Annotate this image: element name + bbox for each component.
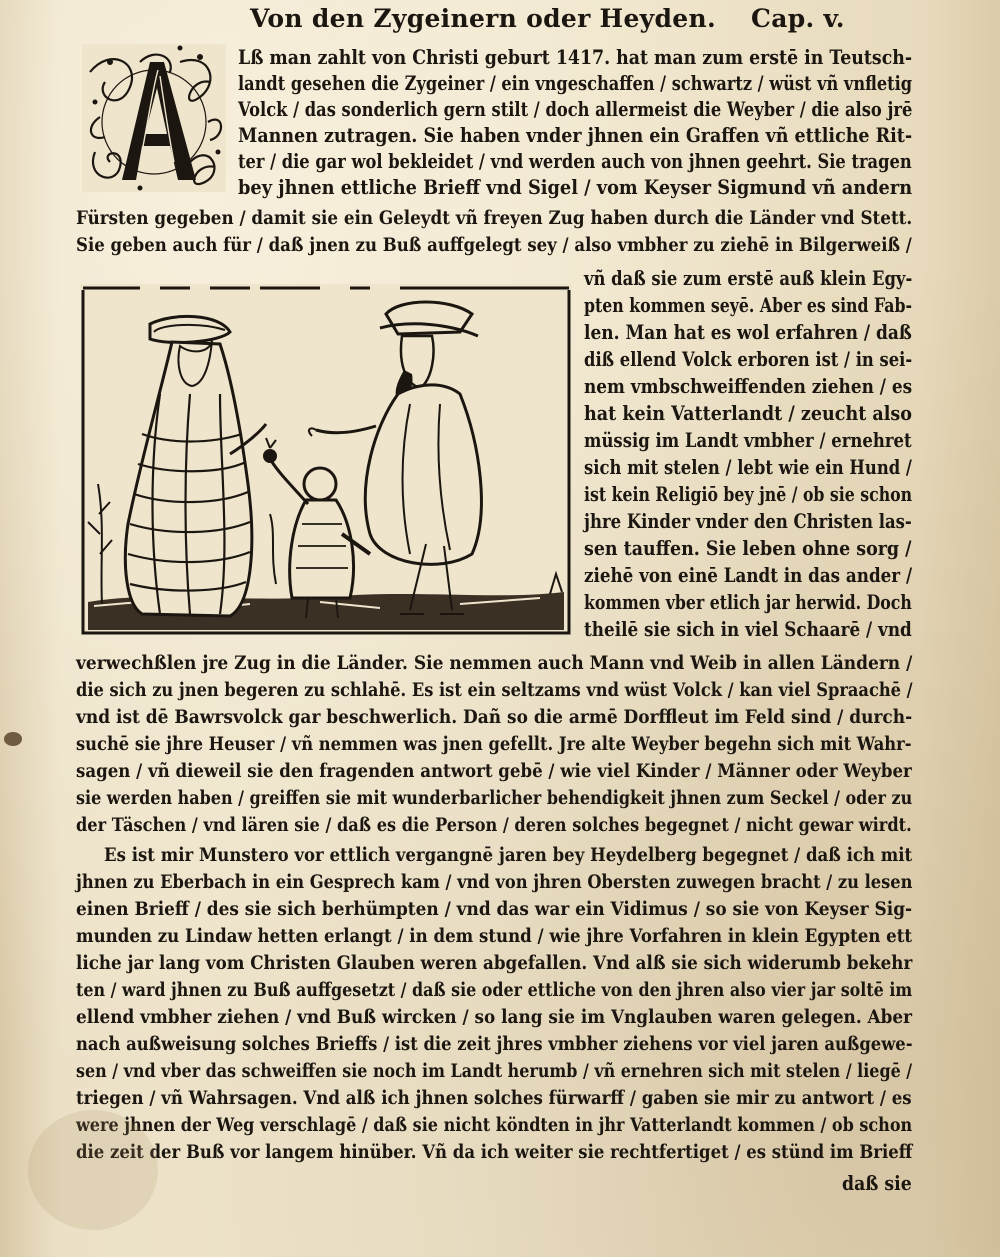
running-head <box>250 4 845 33</box>
text-line: sie werden haben / greiffen sie mit wunderbarlicher behendigkeit jhnen zum Seckel / oder zu <box>76 787 913 809</box>
text-line: vñ daß sie zum erstē auß klein Egy- <box>584 266 913 290</box>
text-line: verwechßlen jre Zug in die Länder. Sie nemmen auch Mann vnd Weib in allen Ländern / <box>76 652 913 674</box>
text-line: sagen / vñ dieweil sie den fragenden antwort gebē / wie viel Kinder / Männer oder Weyber <box>76 760 912 782</box>
text-line: suchē sie jhre Heuser / vñ nemmen was jnen gefellt. Jre alte Weyber begehn sich mit Wahr- <box>76 733 912 755</box>
text-line: Lß man zahlt von Christi geburt 1417. hat man zum erstē in Teutsch- <box>238 45 913 69</box>
text-line: nach außweisung solches Brieffs / ist die zeit jhres vmbher ziehens vor viel jaren außgewe- <box>76 1033 913 1055</box>
text-line: len. Man hat es wol erfahren / daß <box>584 320 912 344</box>
text-line: hat kein Vatterlandt / zeucht also <box>584 401 913 425</box>
text-line: die zeit der Buß vor langem hinüber. Vñ da ich weiter sie rechtfertiget / es stünd im Brieff <box>76 1141 913 1163</box>
text-line: ellend vmbher ziehen / vnd Buß wircken / so lang sie im Vnglauben waren gelegen. Aber <box>76 1006 913 1028</box>
decorated-initial <box>80 42 228 194</box>
text-line: landt gesehen die Zygeiner / ein vngeschaffen / schwartz / wüst vñ vnfletig <box>238 71 913 95</box>
text-line: kommen vber etlich jar herwid. Doch <box>584 590 912 614</box>
catchword: daß sie <box>842 1171 912 1195</box>
text-line: der Täschen / vnd lären sie / daß es die Person / deren solches begegnet / nicht gewar wirdt. <box>76 814 912 836</box>
text-line: ten / ward jhnen zu Buß auffgesetzt / daß sie oder ettliche von den jhren also vier jar soltē im <box>76 979 913 1001</box>
text-line: Volck / das sonderlich gern stilt / doch allermeist die Weyber / die also jrē <box>238 97 913 121</box>
text-line: munden zu Lindaw hetten erlangt / in dem stund / wie jhre Vorfahren in klein Egypten ett <box>76 925 913 947</box>
text-line: müssig im Landt vmbher / ernehret <box>584 428 912 452</box>
text-line: jhnen zu Eberbach in ein Gesprech kam / vnd von jhren Obersten zuwegen bracht / zu lesen <box>76 871 913 893</box>
text-line: bey jhnen ettliche Brieff vnd Sigel / vom Keyser Sigmund vñ andern <box>238 175 913 199</box>
text-line: diß ellend Volck erboren ist / in sei- <box>584 347 913 371</box>
text-line: vnd ist dē Bawrsvolck gar beschwerlich. Dañ so die armē Dorffleut im Feld sind / durch- <box>76 706 913 728</box>
text-line: were jhnen der Weg verschlagē / daß sie nicht köndten in jhr Vatterlandt kommen / ob schon <box>76 1114 913 1136</box>
text-line: Fürsten gegeben / damit sie ein Geleydt vñ freyen Zug haben durch die Länder vnd Stett. <box>76 207 913 229</box>
text-line: Sie geben auch für / daß jnen zu Buß auffgelegt sey / also vmbher zu ziehē in Bilgerweiß / <box>76 234 912 256</box>
text-line: ziehē von einē Landt in das ander / <box>584 563 913 587</box>
text-line: sich mit stelen / lebt wie ein Hund / <box>584 455 912 479</box>
text-line: Mannen zutragen. Sie haben vnder jhnen ein Graffen vñ ettliche Rit- <box>238 123 913 147</box>
text-line: jhre Kinder vnder den Christen las- <box>584 509 912 533</box>
woodcut-illustration <box>80 284 572 636</box>
text-line: ter / die gar wol bekleidet / vnd werden auch von jhnen geehrt. Sie tragen <box>238 149 912 173</box>
paper-hole <box>4 732 22 746</box>
chapter-number: Cap. v. <box>751 4 845 33</box>
text-line: liche jar lang vom Christen Glauben weren abgefallen. Vnd alß sie sich widerumb bekehr <box>76 952 913 974</box>
text-line: nem vmbschweiffenden ziehen / es <box>584 374 913 398</box>
text-line: einen Brieff / des sie sich berhümpten / vnd das war ein Vidimus / so sie von Keyser Sig- <box>76 898 913 920</box>
text-line: ist kein Religiō bey jnē / ob sie schon <box>584 482 913 506</box>
text-line: sen / vnd vber das schweiffen sie noch im Landt herumb / vñ ernehren sich mit stelen / liegē / <box>76 1060 913 1082</box>
text-line: sen tauffen. Sie leben ohne sorg / <box>584 536 912 560</box>
text-line: pten kommen seyē. Aber es sind Fab- <box>584 293 913 317</box>
paper-stain <box>28 1110 158 1230</box>
text-line: triegen / vñ Wahrsagen. Vnd alß ich jhnen solches fürwarff / gaben sie mir zu antwort / es <box>76 1087 912 1109</box>
chapter-title: Von den Zygeinern oder Heyden. <box>250 4 716 33</box>
text-line: theilē sie sich in viel Schaarē / vnd <box>584 617 912 641</box>
text-line: die sich zu jnen begeren zu schlahē. Es ist ein seltzams vnd wüst Volck / kan viel Spraachē / <box>76 679 913 701</box>
text-line: Es ist mir Munstero vor ettlich vergangnē jaren bey Heydelberg begegnet / daß ich mit <box>104 844 913 866</box>
